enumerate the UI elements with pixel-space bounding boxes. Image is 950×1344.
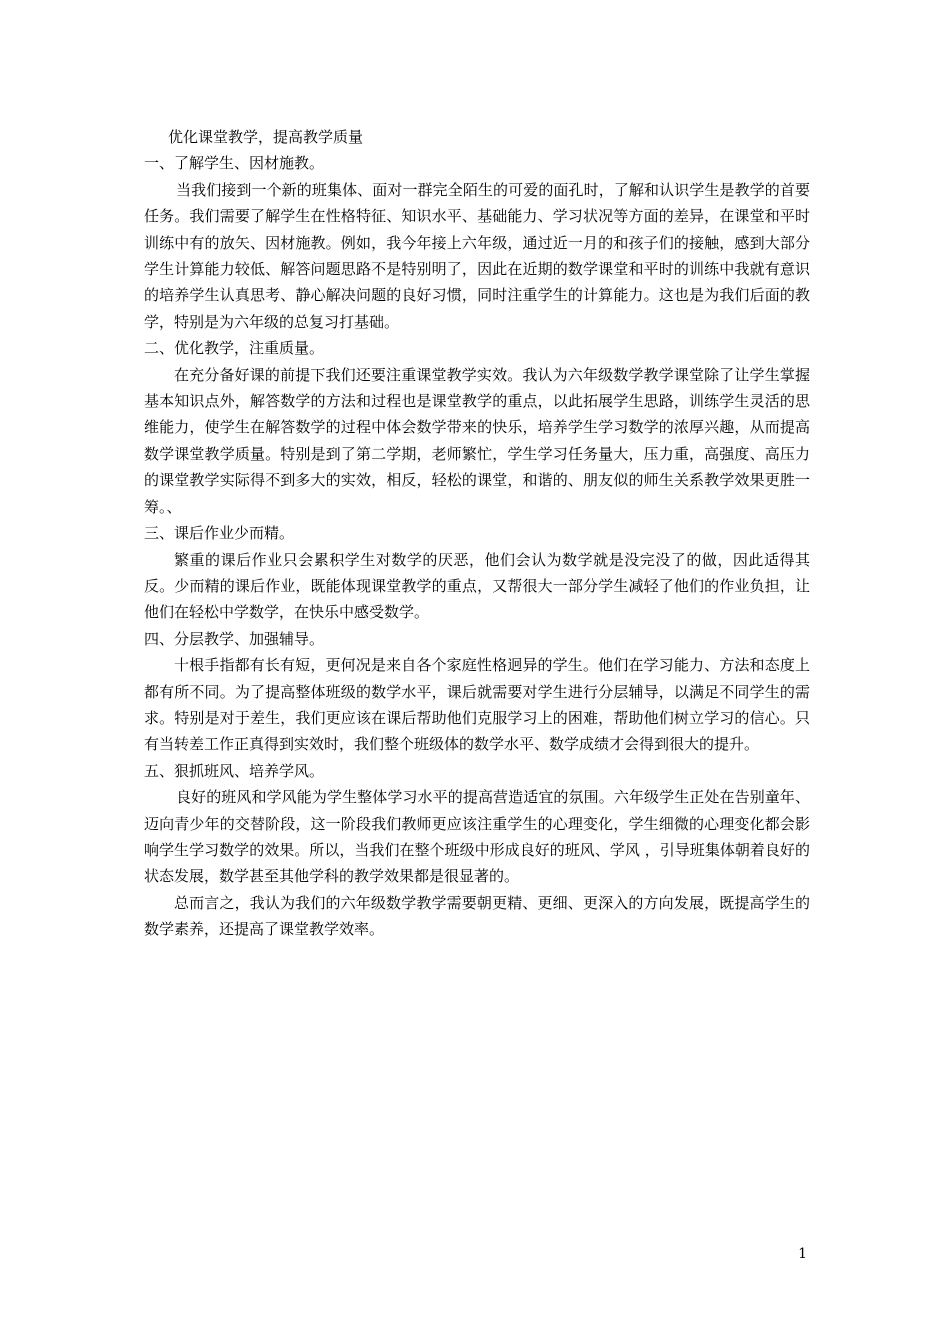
conclusion-paragraph: 总而言之，我认为我们的六年级数学教学需要朝更精、更细、更深入的方向发展，既提高学生的数学素养，还提高了课堂教学效率。 (144, 893, 810, 939)
section-heading-2: 二、优化教学，注重质量。 (144, 339, 325, 358)
section-paragraph-1: 当我们接到一个新的班集体、面对一群完全陌生的可爱的面孔时，了解和认识学生是教学的首要任务。我们需要了解学生在性格特征、知识水平、基础能力、学习状况等方面的差异，在课堂和平时训练中有的放矢、因材施教。例如，我今年接上六年级，通过近一月的和孩子们的接触，感到大部分学生计算能力较低、解答问题思路不是特别明了，因此在近期的数学课堂和平时的训练中我就有意识的培养学生认真思考、静心解决问题的良好习惯，同时注重学生的计算能力。这也是为我们后面的教学，特别是为六年级的总复习打基础。 (144, 180, 810, 331)
section-paragraph-5: 良好的班风和学风能为学生整体学习水平的提高营造适宜的氛围。六年级学生正处在告别童年、迈向青少年的交替阶段，这一阶段我们教师更应该注重学生的心理变化，学生细微的心理变化都会影响学生学习数学的效果。所以，当我们在整个班级中形成良好的班风、学风 ，引导班集体朝着良好的状态发展，数学甚至其他学科的教学效果都是很显著的。 (144, 788, 810, 886)
section-heading-1: 一、了解学生、因材施教。 (144, 154, 325, 173)
section-heading-3: 三、课后作业少而精。 (144, 524, 295, 543)
section-heading-4: 四、分层教学、加强辅导。 (144, 629, 325, 648)
section-paragraph-4: 十根手指都有长有短，更何况是来自各个家庭性格迥异的学生。他们在学习能力、方法和态度上都有所不同。为了提高整体班级的数学水平，课后就需要对学生进行分层辅导，以满足不同学生的需求。特别是对于差生，我们更应该在课后帮助他们克服学习上的困难，帮助他们树立学习的信心。只有当转差工作正真得到实效时，我们整个班级体的数学水平、数学成绩才会得到很大的提升。 (144, 656, 810, 754)
section-paragraph-2: 在充分备好课的前提下我们还要注重课堂教学实效。我认为六年级数学教学课堂除了让学生掌握基本知识点外，解答数学的方法和过程也是课堂教学的重点，以此拓展学生思路，训练学生灵活的思维能力，使学生在解答数学的过程中体会数学带来的快乐，培养学生学习数学的浓厚兴趣，从而提高数学课堂教学质量。特别是到了第二学期，老师繁忙，学生学习任务量大，压力重，高强度、高压力的课堂教学实际得不到多大的实效，相反，轻松的课堂，和谐的、朋友似的师生关系教学效果更胜一筹。、 (144, 365, 810, 516)
section-paragraph-3: 繁重的课后作业只会累积学生对数学的厌恶，他们会认为数学就是没完没了的做，因此适得其反。少而精的课后作业，既能体现课堂教学的重点，又帮很大一部分学生减轻了他们的作业负担，让他们在轻松中学数学，在快乐中感受数学。 (144, 550, 810, 622)
page-number: 1 (798, 1246, 807, 1262)
document-title: 优化课堂教学，提高教学质量 (168, 128, 364, 146)
document-page (144, 124, 810, 943)
section-heading-5: 五、狠抓班风、培养学风。 (144, 761, 325, 780)
